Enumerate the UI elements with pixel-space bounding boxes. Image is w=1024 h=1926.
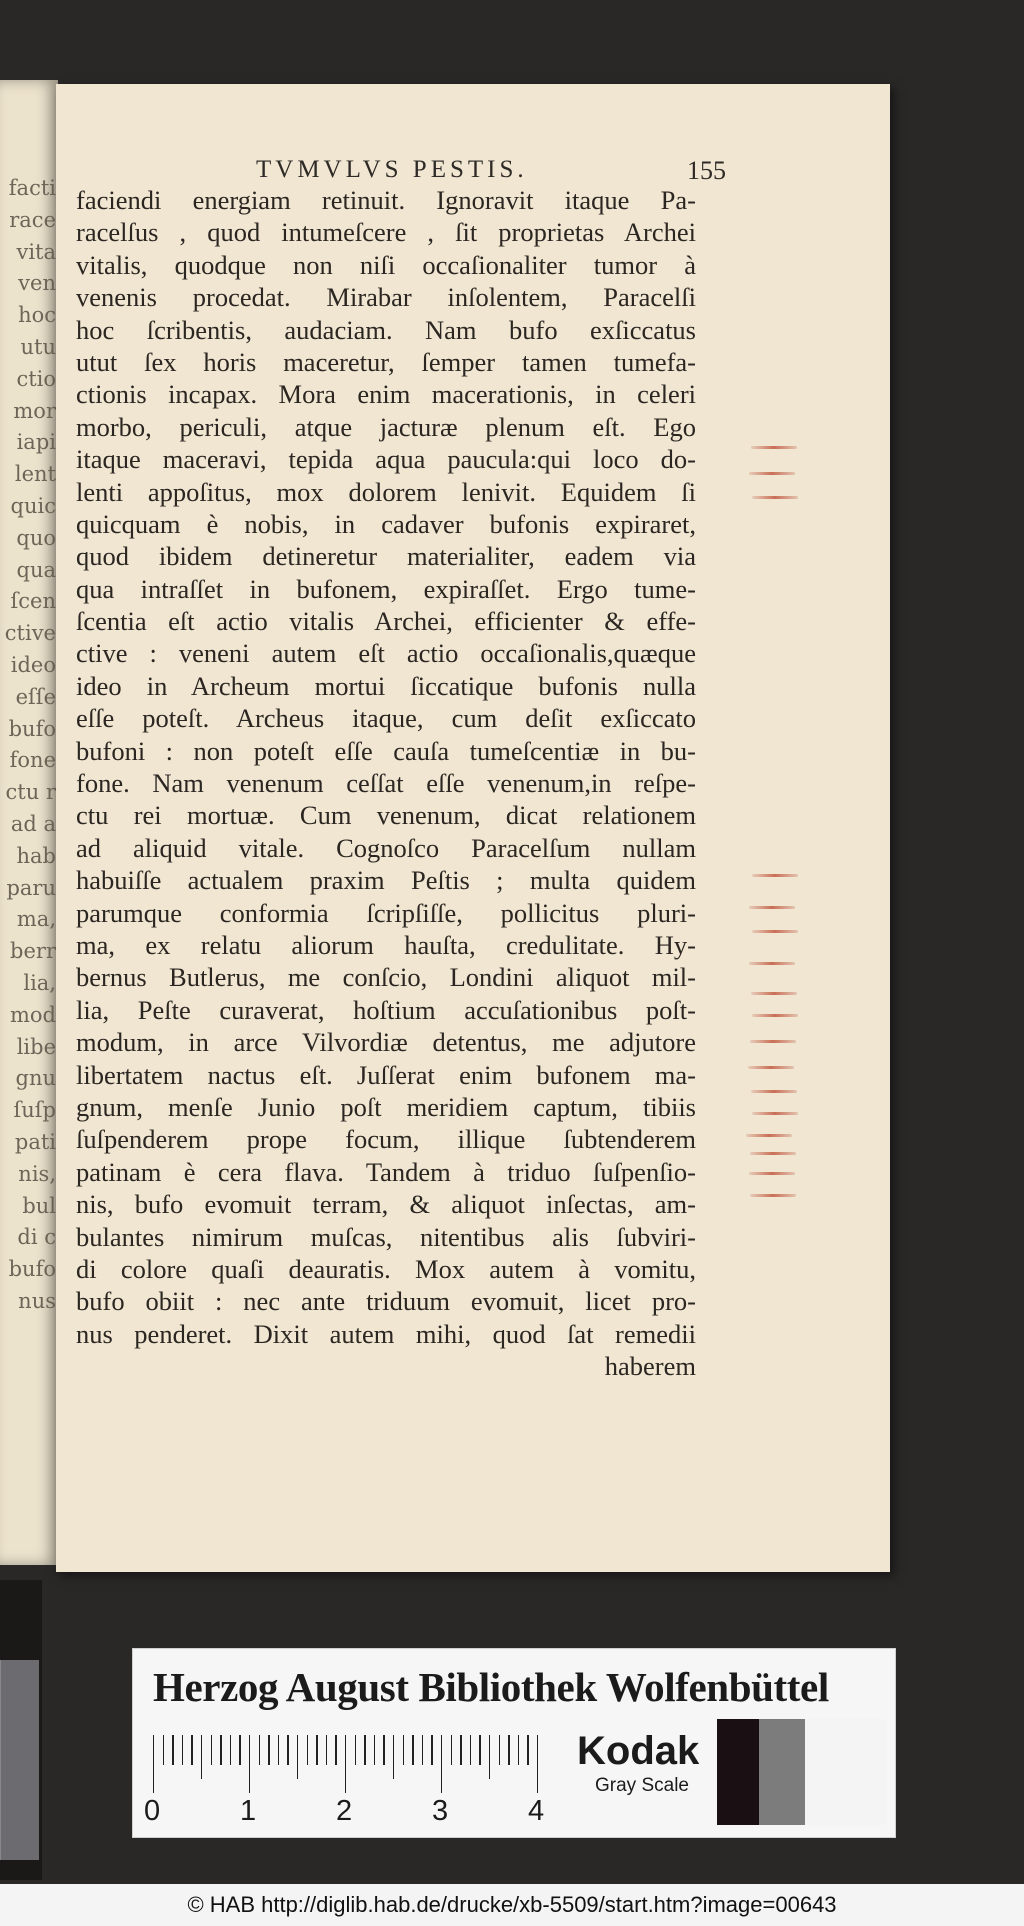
ruler-tick: [355, 1735, 356, 1765]
facing-page-fragment: vita: [16, 239, 56, 264]
facing-page-fragment: race: [9, 207, 56, 232]
text-line: quicquam è nobis, in cadaver bufonis expiraret,: [76, 508, 696, 539]
text-line: ctive : veneni autem eſt actio occaſionalis,quæque: [76, 638, 696, 669]
text-line: qua intraſſet in bufonem, expiraſſet. Ergo tume-: [76, 573, 696, 604]
ruler-tick: [287, 1735, 288, 1765]
ruler-number: 3: [432, 1795, 449, 1827]
facing-page-fragment: ctio: [16, 366, 56, 391]
ruler-tick: [249, 1735, 250, 1793]
tab-mark: [752, 496, 798, 499]
ruler-tick: [441, 1735, 442, 1793]
ruler-tick: [278, 1735, 279, 1765]
ruler-tick: [374, 1735, 375, 1765]
ruler-tick: [220, 1735, 221, 1765]
gray-patch-mid: [759, 1719, 805, 1825]
text-line: bulantes nimirum muſcas, nitentibus alis ſubviri-: [76, 1221, 696, 1252]
facing-page-fragment: ad a: [10, 812, 56, 836]
text-line: patinam è cera flava. Tandem à triduo ſuſpenſio-: [76, 1156, 696, 1187]
gray-patch-light: [805, 1719, 887, 1825]
text-line: ſuſpenderem prope focum, illique ſubtenderem: [76, 1124, 696, 1155]
footer-credit: © HAB http://diglib.hab.de/drucke/xb-5509/start.htm?image=00643: [187, 1892, 837, 1917]
ruler-tick: [239, 1735, 240, 1765]
facing-page-fragment: ctive: [4, 621, 56, 646]
running-title: TVMVLVS PESTIS.: [256, 156, 528, 183]
facing-page-fragment: quo: [16, 525, 56, 550]
facing-page-fragment: iapi: [16, 430, 56, 455]
facing-page-fragment: di c: [17, 1225, 56, 1250]
facing-page-fragment: ven: [18, 271, 56, 296]
tab-mark: [748, 1066, 794, 1069]
ruler-tick: [383, 1735, 384, 1765]
ruler-tick: [499, 1735, 500, 1765]
ruler-number: 1: [240, 1795, 257, 1827]
facing-page-fragment: pati: [14, 1130, 56, 1154]
ruler-tick: [460, 1735, 461, 1765]
scanner-edge: [0, 1580, 42, 1880]
tab-mark: [749, 472, 795, 475]
facing-page-fragment: bufo: [8, 1257, 56, 1282]
text-line: fone. Nam venenum ceſſat eſſe venenum,in reſpe-: [76, 768, 696, 799]
facing-page-fragment: facti: [8, 176, 56, 200]
facing-page-fragment: utu: [20, 335, 56, 359]
tab-mark: [750, 1040, 796, 1043]
facing-page-fragment: fone: [9, 748, 56, 773]
tab-mark: [750, 1152, 796, 1155]
facing-page-fragment: lent: [14, 462, 56, 487]
ruler-tick: [431, 1735, 432, 1765]
facing-page-fragment: lia,: [23, 971, 56, 995]
ruler-tick: [393, 1735, 394, 1779]
ruler-tick: [537, 1735, 538, 1793]
text-line: hoc ſcribentis, audaciam. Nam bufo exſiccatus: [76, 314, 696, 345]
ruler-tick: [153, 1735, 154, 1793]
facing-page-fragment: nis,: [18, 1161, 56, 1186]
tab-mark: [751, 446, 797, 449]
facing-page-fragment: mod: [10, 1002, 56, 1027]
ruler-tick: [259, 1735, 260, 1765]
text-line: vitalis, quodque non niſi occaſionaliter tumor à: [76, 249, 696, 280]
text-line: nus penderet. Dixit autem mihi, quod ſat remedii: [76, 1318, 696, 1349]
ruler-tick: [335, 1735, 336, 1765]
ruler-tick: [191, 1735, 192, 1765]
facing-page-fragment: ſuſp: [13, 1098, 56, 1123]
ruler-tick: [508, 1735, 509, 1765]
text-line: modum, in arce Vilvordiæ detentus, me adjutore: [76, 1027, 696, 1058]
text-line: bufo obiit : nec ante triduum evomuit, licet pro-: [76, 1286, 696, 1317]
facing-page-fragment: qua: [16, 557, 56, 582]
body-text: [76, 184, 696, 1382]
ruler-tick: [182, 1735, 183, 1765]
ruler-tick: [470, 1735, 471, 1765]
ruler-tick: [163, 1735, 164, 1765]
facing-page-fragment: ctu r: [5, 780, 56, 805]
text-line: lia, Peſte curaverat, hoſtium accuſationibus poſt-: [76, 994, 696, 1025]
facing-page-fragment: ma,: [16, 907, 56, 932]
ruler-tick: [172, 1735, 173, 1765]
ruler-ticks: [153, 1735, 563, 1793]
facing-page-fragment: libe: [16, 1034, 56, 1059]
tab-mark: [746, 1134, 792, 1137]
tab-mark: [752, 930, 798, 933]
text-line: ma, ex relatu aliorum hauſta, credulitate. Hy-: [76, 929, 696, 960]
text-line: quod ibidem detineretur materialiter, eadem via: [76, 541, 696, 572]
ruler-number: 4: [528, 1795, 545, 1827]
ruler-tick: [230, 1735, 231, 1765]
ruler-number: 0: [144, 1795, 161, 1827]
text-line: parumque conformia ſcripſiſſe, pollicitus pluri-: [76, 897, 696, 928]
facing-page-edge: [0, 80, 58, 1565]
facing-page-fragment: ſcen: [10, 589, 56, 614]
scale-ruler: [144, 1735, 573, 1830]
text-line: nis, bufo evomuit terram, & aliquot inſectas, am-: [76, 1189, 696, 1220]
ruler-tick: [364, 1735, 365, 1765]
ruler-tick: [527, 1735, 528, 1765]
text-line: ideo in Archeum mortui ſiccatique bufonis nulla: [76, 670, 696, 701]
kodak-logo: Kodak: [577, 1729, 700, 1773]
ruler-tick: [403, 1735, 404, 1765]
tab-mark: [749, 962, 795, 965]
text-line: ad aliquid vitale. Cognoſco Paracelſum nullam: [76, 832, 696, 863]
gray-scale-label: Gray Scale: [595, 1775, 689, 1796]
gray-patch-dark: [717, 1719, 759, 1825]
text-line: eſſe poteſt. Archeus itaque, cum deſit exſiccato: [76, 703, 696, 734]
facing-page-fragment: hoc: [18, 303, 56, 328]
text-line: haberem: [604, 1351, 696, 1382]
text-line: utut ſex horis maceretur, ſemper tamen tumefa-: [76, 346, 696, 377]
ruler-tick: [307, 1735, 308, 1765]
facing-page-fragment: eſſe: [15, 684, 56, 709]
facing-page-fragment: hab: [16, 843, 56, 868]
ruler-tick: [297, 1735, 298, 1779]
text-line: venenis procedat. Mirabar inſolentem, Paracelſi: [76, 282, 696, 313]
institution-name: Herzog August Bibliothek Wolfenbüttel: [153, 1664, 829, 1710]
text-line: bufoni : non poteſt eſſe cauſa tumeſcentiæ in bu-: [76, 735, 696, 766]
ruler-tick: [451, 1735, 452, 1765]
ruler-tick: [316, 1735, 317, 1765]
facing-page-fragment: bul: [22, 1193, 56, 1218]
book-page: [56, 84, 890, 1572]
text-line: lenti appoſitus, mox dolorem lenivit. Equidem ſi: [76, 476, 696, 507]
facing-page-fragment: quic: [10, 494, 56, 518]
ruler-tick: [345, 1735, 346, 1793]
ruler-tick: [422, 1735, 423, 1765]
facing-page-fragment: mor: [13, 398, 56, 423]
text-line: ſcentia eſt actio vitalis Archei, efficienter & effe-: [76, 606, 696, 637]
ruler-tick: [412, 1735, 413, 1765]
ruler-tick: [268, 1735, 269, 1765]
facing-page-fragment: ideo: [10, 653, 56, 677]
tab-mark: [750, 1194, 796, 1197]
facing-page-fragment: paru: [6, 875, 56, 900]
edge-tab-marks: [738, 84, 818, 1572]
gray-scale-patches: [717, 1719, 887, 1825]
ruler-tick: [479, 1735, 480, 1765]
ruler-tick: [489, 1735, 490, 1779]
text-line: ctu rei mortuæ. Cum venenum, dicat relationem: [76, 800, 696, 831]
tab-mark: [752, 874, 798, 877]
text-line: ctionis incapax. Mora enim macerationis, in celeri: [76, 379, 696, 410]
ruler-number: 2: [336, 1795, 353, 1827]
tab-mark: [749, 1172, 795, 1175]
text-line: di colore quaſi deauratis. Mox autem à vomitu,: [76, 1253, 696, 1284]
ruler-tick: [211, 1735, 212, 1765]
text-line: morbo, periculi, atque jacturæ plenum eſt. Ego: [76, 411, 696, 442]
facing-page-fragment: nus: [18, 1289, 56, 1313]
ruler-tick: [326, 1735, 327, 1765]
tab-mark: [752, 1112, 798, 1115]
tab-mark: [751, 1090, 797, 1093]
color-calibration-bar: [132, 1648, 896, 1838]
text-line: racelſus , quod intumeſcere , ſit proprietas Archei: [76, 217, 696, 248]
ruler-tick: [201, 1735, 202, 1779]
footer-bar: [0, 1884, 1024, 1926]
text-line: libertatem nactus eſt. Juſſerat enim bufonem ma-: [76, 1059, 696, 1090]
text-line: faciendi energiam retinuit. Ignoravit itaque Pa-: [76, 185, 696, 215]
facing-page-fragment: gnu: [15, 1066, 56, 1091]
tab-mark: [749, 906, 795, 909]
scanner-edge-block: [0, 1660, 39, 1860]
tab-mark: [752, 1014, 798, 1017]
facing-page-fragment: berr: [10, 939, 56, 964]
tab-mark: [751, 992, 797, 995]
facing-page-fragment: bufo: [8, 716, 56, 741]
text-line: bernus Butlerus, me conſcio, Londini aliquot mil-: [76, 962, 696, 993]
text-line: habuiſſe actualem praxim Peſtis ; multa quidem: [76, 865, 696, 896]
text-line: gnum, menſe Junio poſt meridiem captum, tibiis: [76, 1091, 696, 1122]
text-line: itaque maceravi, tepida aqua paucula:qui loco do-: [76, 444, 696, 475]
page-number: 155: [687, 156, 726, 185]
ruler-tick: [518, 1735, 519, 1765]
